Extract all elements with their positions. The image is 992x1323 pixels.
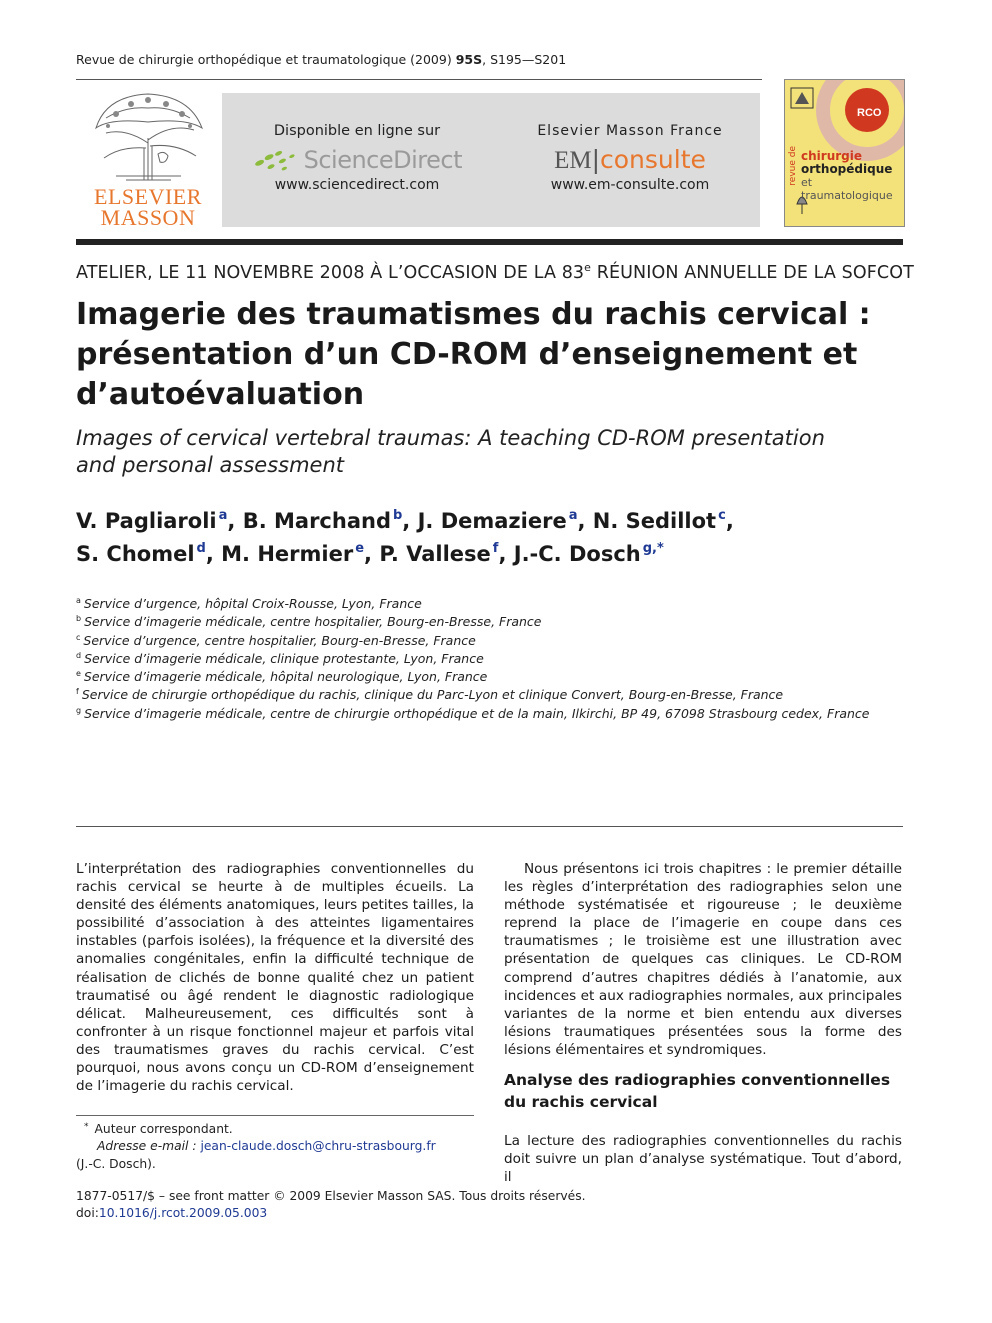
affiliation-list <box>76 592 903 720</box>
header-thick-rule <box>76 239 903 245</box>
email-link[interactable]: jean-claude.dosch@chru-strasbourg.fr <box>200 1139 436 1154</box>
header-rule <box>76 79 762 80</box>
elsevier-masson-logo <box>86 88 210 228</box>
corresponding-author-footnote: * Auteur correspondant. Adresse e-mail : jean-claude.dosch@chru-strasbourg.fr (J.-C. Dosch). <box>76 1122 436 1171</box>
affiliation-item: $^g$ Service d’imagerie médicale, centre de chirurgie orthopédique et de la main, Ilkirchi, BP 49, 67098 Strasbourg cedex, France <box>76 705 870 721</box>
author: V. Pagliaroli $^a$, <box>76 508 243 533</box>
affiliation-item: $^c$ Service d’urgence, centre hospitalier, Bourg-en-Bresse, France <box>76 632 476 648</box>
article-title: Imagerie des traumatismes du rachis cervical : présentation d’un CD-ROM d’enseignement et d’autoévaluation <box>76 297 871 412</box>
journal-pages: S195—S201 <box>490 52 567 67</box>
author: N. Sedillot $^c$, <box>592 508 734 533</box>
sciencedirect-url[interactable]: www.sciencedirect.com <box>274 177 440 193</box>
cover-badge: RCO <box>857 107 882 119</box>
author: P. Vallese $^f$, <box>379 541 514 566</box>
affiliation-item: $^e$ Service d’imagerie médicale, hôpital neurologique, Lyon, France <box>76 669 488 685</box>
sciencedirect-dots-icon <box>252 147 298 173</box>
publisher-name-bottom: MASSON <box>100 205 196 230</box>
intro-paragraph-right: Nous présentons ici trois chapitres : le premier détaille les règles d’interprétation des radiographies selon une méthode systématisée et rigoureuse ; le deuxième reprend la place de l’imagerie en coupe dans ces traumatismes ; le troisième est une illustration avec présentation de quelques cas cliniques. Le CD-ROM comprend d’autres chapitres dédiés à l’anatomie, aux incidences et aux radiographies normales, aux principales variantes de la norme et bien entendu aux diverses lésions traumatiques présentées sous la forme des lésions élémentaires et syndromiques. <box>504 861 902 1058</box>
journal-cover <box>784 79 905 227</box>
doi-line: doi:10.1016/j.rcot.2009.05.003 <box>76 1206 268 1221</box>
author-list <box>76 502 896 568</box>
cover-title: chirurgie orthopédique et traumatologique <box>801 149 893 202</box>
emconsulte-logo: EM|consulte <box>554 145 706 174</box>
journal-volume: 95S <box>455 52 483 67</box>
affiliation-item: $^f$ Service de chirurgie orthopédique du rachis, clinique du Parc-Lyon et clinique Convert, Bourg-en-Bresse, France <box>76 687 784 703</box>
copyright-text: 1877-0517/$ – see front matter © 2009 Elsevier Masson SAS. Tous droits réservés. <box>76 1189 586 1203</box>
sciencedirect-wordmark: ScienceDirect <box>303 146 462 174</box>
article-category: ATELIER, LE 11 NOVEMBRE 2008 À L’OCCASION DE LA 83e RÉUNION ANNUELLE DE LA SOFCOT <box>76 261 914 283</box>
online-availability-panel <box>222 93 760 227</box>
author-corresponding: J.-C. Dosch $^{g,*}$ <box>513 541 664 566</box>
journal-citation: Revue de chirurgie orthopédique et traumatologique (2009) 95S, S195—S201 <box>76 52 567 67</box>
author: J. Demaziere $^a$, <box>417 508 593 533</box>
sciencedirect-block[interactable] <box>252 123 462 193</box>
author: B. Marchand $^b$, <box>242 508 418 533</box>
article-subtitle-english: Images of cervical vertebral traumas: A teaching CD-ROM presentation and personal assessment <box>76 426 825 477</box>
emconsulte-url[interactable]: www.em-consulte.com <box>550 177 710 193</box>
publisher-name-top: ELSEVIER <box>94 184 202 209</box>
copyright-footer <box>76 1188 586 1223</box>
affiliation-item: $^d$ Service d’imagerie médicale, clinique protestante, Lyon, France <box>76 650 484 666</box>
author: S. Chomel $^d$, <box>76 541 222 566</box>
intro-paragraph-left: L’interprétation des radiographies conventionnelles du rachis cervical se heurte à de multiples écueils. La densité des éléments anatomiques, leurs petites tailles, la possibilité d’association à des atteintes ligamentaires instables (parfois isolées), la fréquence et la diversité des anomalies congénitales, enfin la difficulté technique de réalisation de clichés de bonne qualité chez un patient traumatisé ou âgé rendent le diagnostic radiologique délicat. Malheureusement, ces difficultés sont à confronter à un risque fonctionnel majeur et parfois vital des traumatismes graves du rachis cervical. C’est pourquoi, nous avons conçu un CD-ROM d’enseignement de l’imagerie du rachis cervical. <box>76 861 474 1095</box>
emconsulte-block[interactable] <box>532 123 728 193</box>
sciencedirect-logo <box>252 145 462 175</box>
author: M. Hermier $^e$, <box>221 541 380 566</box>
section-heading: Analyse des radiographies conventionnelles du rachis cervical <box>504 1071 891 1111</box>
doi-link[interactable]: 10.1016/j.rcot.2009.05.003 <box>98 1206 268 1221</box>
section-paragraph: La lecture des radiographies conventionnelles du rachis doit suivre un plan d’analyse systématique. Tout d’abord, il <box>504 1133 902 1186</box>
sciencedirect-caption: Disponible en ligne sur <box>273 123 441 139</box>
footnote-rule <box>76 1115 474 1116</box>
body-separator-rule <box>76 826 903 827</box>
cover-revue-label: revue de <box>788 146 798 186</box>
emconsulte-caption: Elsevier Masson France <box>537 123 723 139</box>
tree-icon <box>86 88 210 184</box>
affiliation-item: $^a$ Service d’urgence, hôpital Croix-Rousse, Lyon, France <box>76 596 422 611</box>
affiliation-item: $^b$ Service d’imagerie médicale, centre hospitalier, Bourg-en-Bresse, France <box>76 614 542 630</box>
